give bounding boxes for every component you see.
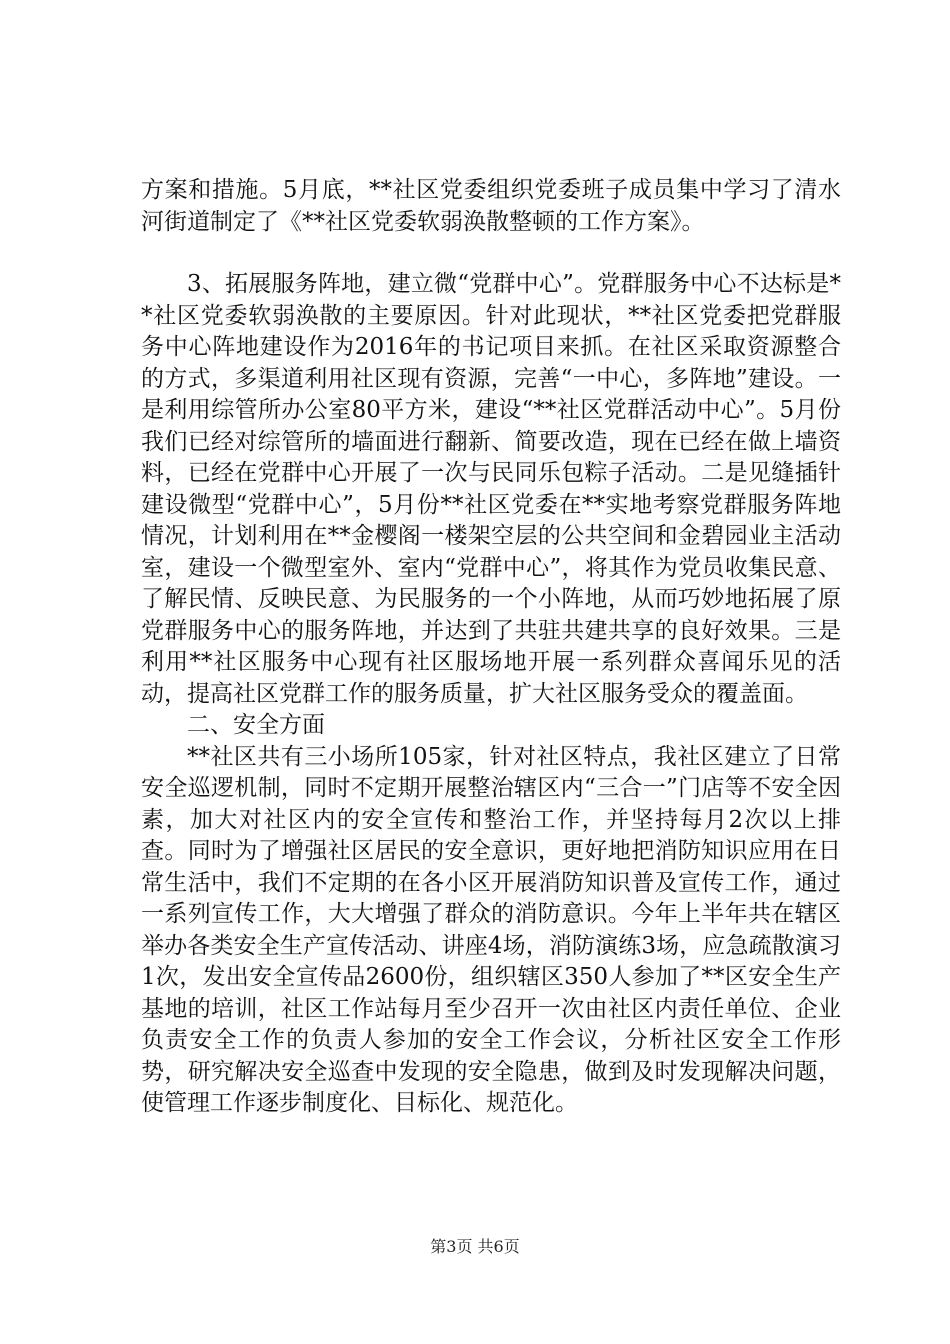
page-footer: 第3页 共6页 (430, 1237, 520, 1256)
paragraph-safety: **社区共有三小场所105家，针对社区特点，我社区建立了日常安全巡逻机制，同时不定期开展整治辖区内“三合一”门店等不安全因素，加大对社区内的安全宣传和整治工作，并坚持每月2次以上排查。同时为了增强社区居民的安全意识，更好地把消防知识应用在日常生活中，我们不定期的在各小区开展消防知识普及宣传工作，通过一系列宣传工作，大大增强了群众的消防意识。今年上半年共在辖区举办各类安全生产宣传活动、讲座4场，消防演练3场，应急疏散演习1次，发出安全宣传品2600份，组织辖区350人参加了**区安全生产基地的培训，社区工作站每月至少召开一次由社区内责任单位、企业负责安全工作的负责人参加的安全工作会议，分析社区安全工作形势，研究解决安全巡查中发现的安全隐患，做到及时发现解决问题，使管理工作逐步制度化、目标化、规范化。 (141, 743, 841, 1116)
paragraph-service-base: 3、拓展服务阵地，建立微“党群中心”。党群服务中心不达标是**社区党委软弱涣散的主要原因。针对此现状，**社区党委把党群服务中心阵地建设作为2016年的书记项目来抓。在社区采取资源整合的方式，多渠道利用社区现有资源，完善“一中心，多阵地”建设。一是利用综管所办公室80平方米，建设“**社区党群活动中心”。5月份我们已经对综管所的墙面进行翻新、简要改造，现在已经在做上墙资料，已经在党群中心开展了一次与民同乐包粽子活动。二是见缝插针建设微型“党群中心”，5月份**社区党委在**实地考察党群服务阵地情况，计划利用在**金樱阁一楼架空层的公共空间和金碧园业主活动室，建设一个微型室外、室内“党群中心”，将其作为党员收集民意、了解民情、反映民意、为民服务的一个小阵地，从而巧妙地拓展了原党群服务中心的服务阵地，并达到了共驻共建共享的良好效果。三是利用**社区服务中心现有社区服场地开展一系列群众喜闻乐见的活动，提高社区党群工作的服务质量，扩大社区服务受众的覆盖面。 (141, 271, 841, 707)
document-body (141, 175, 841, 1120)
section-heading-safety: 二、安全方面 (187, 712, 325, 738)
paragraph-continuation: 方案和措施。5月底，**社区党委组织党委班子成员集中学习了清水河街道制定了《**社区党委软弱涣散整顿的工作方案》。 (141, 177, 841, 235)
